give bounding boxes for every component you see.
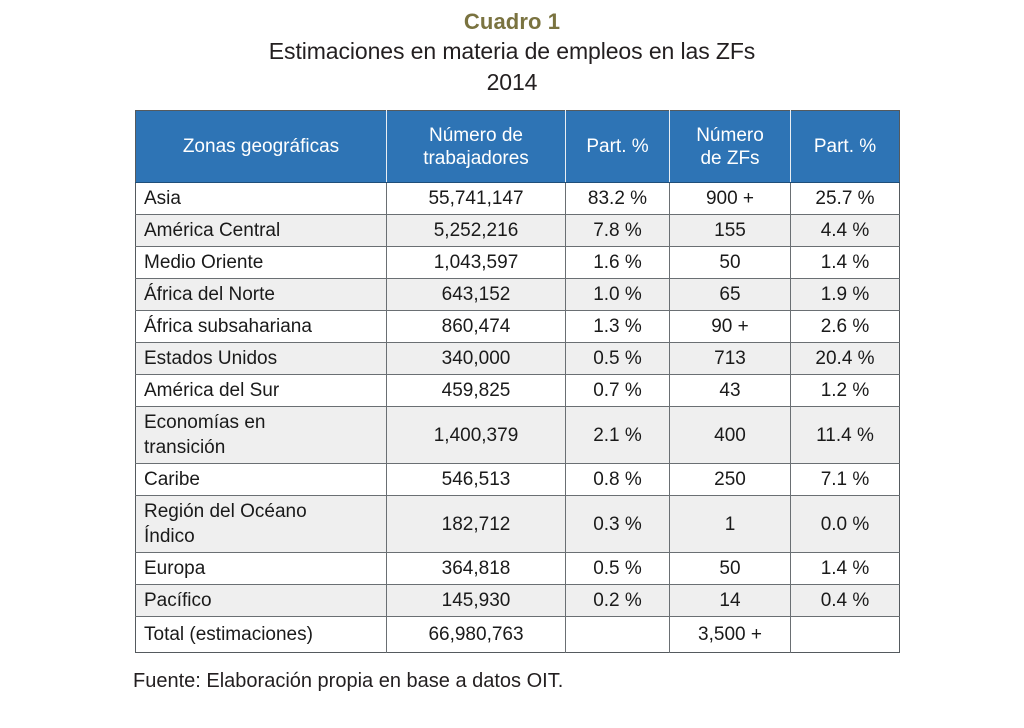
cell-part-zfs: 0.4 % (791, 585, 900, 617)
cell-trabajadores: 1,043,597 (387, 247, 566, 279)
cell-part-trabajadores: 1.0 % (566, 279, 670, 311)
cell-trabajadores: 145,930 (387, 585, 566, 617)
cell-zfs: 900 + (670, 183, 791, 215)
cell-part-trabajadores: 1.6 % (566, 247, 670, 279)
cell-part-zfs: 7.1 % (791, 464, 900, 496)
cell-zona: Europa (136, 553, 387, 585)
column-header-zonas (136, 111, 387, 183)
cell-total-label: Total (estimaciones) (136, 617, 387, 653)
table-row (136, 247, 900, 279)
cell-part-zfs: 1.9 % (791, 279, 900, 311)
cell-total-zfs: 3,500 + (670, 617, 791, 653)
column-header-trabajadores (387, 111, 566, 183)
cell-zfs: 50 (670, 247, 791, 279)
column-header-part-zfs-line1: Part. % (813, 136, 877, 157)
cell-part-zfs: 1.4 % (791, 247, 900, 279)
cell-trabajadores: 643,152 (387, 279, 566, 311)
cell-trabajadores: 546,513 (387, 464, 566, 496)
page-title: Cuadro 1 (463, 9, 561, 34)
table-total-row (136, 617, 900, 653)
cell-zona: Medio Oriente (136, 247, 387, 279)
table-row (136, 464, 900, 496)
cell-trabajadores: 55,741,147 (387, 183, 566, 215)
cell-part-trabajadores: 0.5 % (566, 553, 670, 585)
cell-part-zfs: 1.4 % (791, 553, 900, 585)
cell-trabajadores: 1,400,379 (387, 407, 566, 464)
table-row (136, 496, 900, 553)
column-header-trabajadores-line1: Número de (429, 124, 523, 146)
cell-total-part-trabajadores (566, 617, 670, 653)
table-header (136, 111, 900, 183)
cell-zona-line1: Economías en (144, 412, 266, 433)
cell-total-trabajadores: 66,980,763 (387, 617, 566, 653)
data-table-container (135, 110, 899, 653)
cell-trabajadores: 5,252,216 (387, 215, 566, 247)
cell-trabajadores: 182,712 (387, 496, 566, 553)
cell-zfs: 90 + (670, 311, 791, 343)
cell-part-zfs: 1.2 % (791, 375, 900, 407)
cell-zfs: 400 (670, 407, 791, 464)
cell-trabajadores: 340,000 (387, 343, 566, 375)
cell-zona (136, 496, 387, 553)
cell-zfs: 65 (670, 279, 791, 311)
cell-zona-line2: Índico (144, 526, 195, 547)
column-header-numero-zfs (670, 111, 791, 183)
table-row (136, 553, 900, 585)
table-body (136, 183, 900, 653)
table-row (136, 183, 900, 215)
cell-part-zfs: 0.0 % (791, 496, 900, 553)
table-subtitle: Estimaciones en materia de empleos en las ZFs (268, 38, 756, 64)
cell-trabajadores: 860,474 (387, 311, 566, 343)
table-row (136, 311, 900, 343)
cell-zfs: 1 (670, 496, 791, 553)
column-header-numero-zfs-line1: Número (696, 124, 764, 146)
table-row (136, 279, 900, 311)
cell-zfs: 155 (670, 215, 791, 247)
cell-zona: Estados Unidos (136, 343, 387, 375)
cell-zona: Caribe (136, 464, 387, 496)
cell-part-trabajadores: 1.3 % (566, 311, 670, 343)
cell-part-zfs: 4.4 % (791, 215, 900, 247)
cell-trabajadores: 459,825 (387, 375, 566, 407)
cell-zfs: 50 (670, 553, 791, 585)
cell-trabajadores: 364,818 (387, 553, 566, 585)
column-header-zonas-line1: Zonas geográficas (182, 136, 340, 157)
table-year: 2014 (486, 69, 538, 95)
cell-part-zfs: 20.4 % (791, 343, 900, 375)
cell-part-trabajadores: 0.2 % (566, 585, 670, 617)
employment-zf-table (135, 110, 900, 653)
cell-total-part-zfs (791, 617, 900, 653)
source-note: Fuente: Elaboración propia en base a datos OIT. (133, 670, 564, 692)
cell-zfs: 250 (670, 464, 791, 496)
table-row (136, 375, 900, 407)
cell-zfs: 14 (670, 585, 791, 617)
cell-zfs: 43 (670, 375, 791, 407)
table-titles (0, 8, 1024, 98)
cell-zona: América Central (136, 215, 387, 247)
cell-part-trabajadores: 0.8 % (566, 464, 670, 496)
column-header-trabajadores-line2: trabajadores (423, 147, 529, 169)
cell-part-zfs: 11.4 % (791, 407, 900, 464)
table-row (136, 343, 900, 375)
table-header-row (136, 111, 900, 183)
column-header-part-trabajadores-line1: Part. % (586, 136, 649, 157)
cell-zona-line2: transición (144, 437, 226, 458)
cell-zona: Asia (136, 183, 387, 215)
cell-part-zfs: 2.6 % (791, 311, 900, 343)
cell-zfs: 713 (670, 343, 791, 375)
column-header-part-zfs (791, 111, 900, 183)
cell-zona-line1: Región del Océano (144, 501, 307, 522)
cell-zona (136, 407, 387, 464)
cell-zona: Pacífico (136, 585, 387, 617)
cell-zona: América del Sur (136, 375, 387, 407)
cell-part-zfs: 25.7 % (791, 183, 900, 215)
cell-part-trabajadores: 83.2 % (566, 183, 670, 215)
cell-part-trabajadores: 0.7 % (566, 375, 670, 407)
table-row (136, 215, 900, 247)
table-row (136, 407, 900, 464)
cell-zona: África del Norte (136, 279, 387, 311)
column-header-part-trabajadores (566, 111, 670, 183)
cell-zona: África subsahariana (136, 311, 387, 343)
table-row (136, 585, 900, 617)
cell-part-trabajadores: 0.3 % (566, 496, 670, 553)
column-header-numero-zfs-line2: de ZFs (700, 147, 760, 169)
cell-part-trabajadores: 7.8 % (566, 215, 670, 247)
cell-part-trabajadores: 2.1 % (566, 407, 670, 464)
cell-part-trabajadores: 0.5 % (566, 343, 670, 375)
